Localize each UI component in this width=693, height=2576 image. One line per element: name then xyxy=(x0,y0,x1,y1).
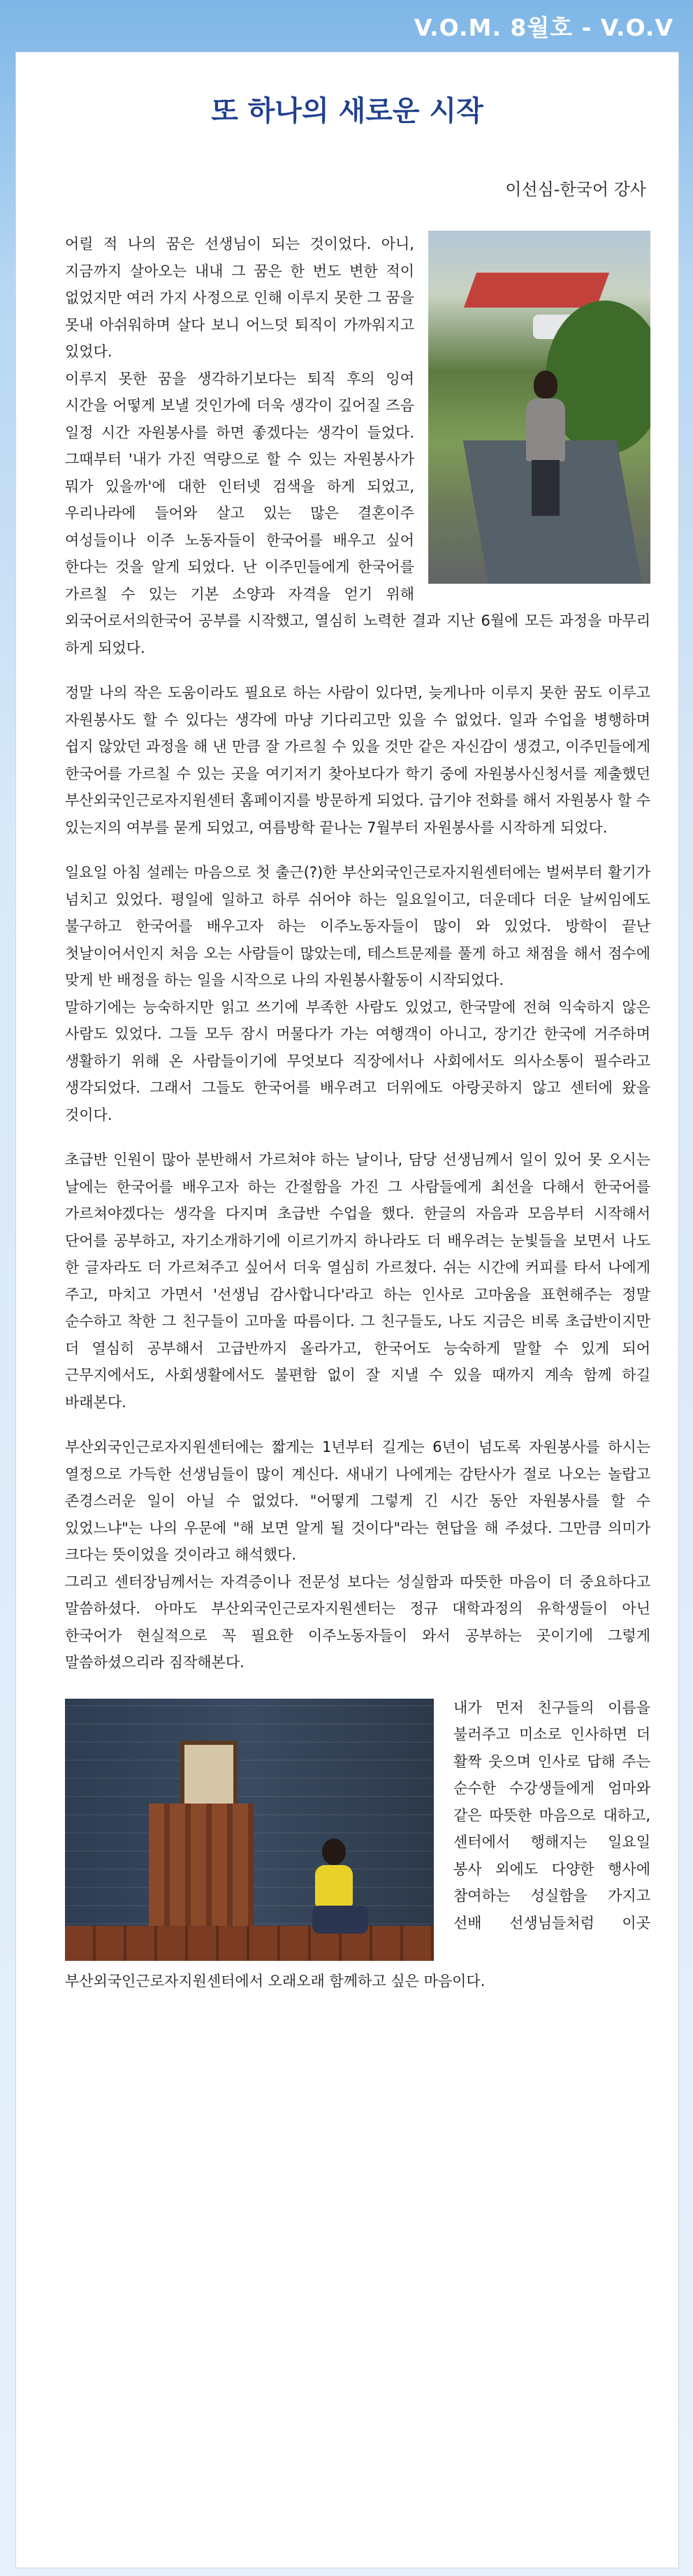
author-photo-garden xyxy=(428,231,650,584)
article-title: 또 하나의 새로운 시작 xyxy=(211,95,483,127)
article-author: 이선심-한국어 강사 xyxy=(505,180,646,199)
paragraph: 초급반 인원이 많아 분반해서 가르쳐야 하는 날이나, 담당 선생님께서 일이 있어 못 오시는 날에는 한국어를 배우고자 하는 간절함을 가진 그 사람들에게 최선을 다해서 한국어를 가르쳐야겠다는 생각을 다지며 초급반 수업을 했다. 한글의 자음과 모음부터 시작해서 단어를 공부하고, 자기소개하기에 이르기까지 하나라도 더 배우려는 눈빛들을 보면서 나도 한 글자라도 더 가르쳐주고 싶어서 더욱 열심히 가르쳤다. 쉬는 시간에 커피를 타서 나에게 주고, 마치고 가면서 '선생님 감사합니다'라고 하는 인사로 고마움을 표현해주는 정말 순수하고 착한 그 친구들이 고마울 따름이다. 그 친구들도, 나도 지금은 비록 초급반이지만 더 열심히 공부해서 고급반까지 올라가고, 한국어도 능숙하게 말할 수 있게 되어 근무지에서도, 사회생활에서도 불편함 없이 잘 지낼 수 있을 때까지 계속 함께 하길 바래본다. xyxy=(65,1151,650,1411)
article-card xyxy=(15,52,679,2568)
paragraph: 어릴 적 나의 꿈은 선생님이 되는 것이었다. 아니, 지금까지 살아오는 내내 그 꿈은 한 번도 변한 적이 없었지만 여러 가지 사정으로 인해 이루지 못한 그 꿈을 못내 아쉬워하며 살다 보니 어느덧 퇴직이 가까워지고 있었다. xyxy=(65,236,414,360)
paragraph: 부산외국인근로자지원센터에는 짧게는 1년부터 길게는 6년이 넘도록 자원봉사를 하시는 열정으로 가득한 선생님들이 많이 계신다. 새내기 나에게는 감탄사가 절로 나오는 놀랍고 존경스러운 일이 아닐 수 없었다. "어떻게 그렇게 긴 시간 동안 자원봉사를 할 수 있었느냐"는 나의 우문에 "해 보면 알게 될 것이다"라는 현답을 해 주셨다. 그만큼 의미가 크다는 뜻이었을 것이라고 해석했다. xyxy=(65,1439,650,1563)
paragraph: 내가 먼저 친구들의 이름을 불러주고 미소로 인사하면 더 활짝 웃으며 인사로 답해 주는 순수한 수강생들에게 엄마와 같은 따뜻한 마음으로 대하고, 센터에서 행해지는 일요일 봉사 외에도 다양한 행사에 참여하는 성실함을 가지고 선배 선생님들처럼 이곳 부산외국인근로자지원센터에서 오래오래 함께하고 싶은 마음이다. xyxy=(65,1699,650,1989)
paragraph: 정말 나의 작은 도움이라도 필요로 하는 사람이 있다면, 늦게나마 이루지 못한 꿈도 이루고 자원봉사도 할 수 있다는 생각에 마냥 기다리고만 있을 수 없었다. 일과 수업을 병행하며 쉽지 않았던 과정을 해 낸 만큼 잘 가르칠 수 있을 것만 같은 자신감이 생겼고, 이주민들에게 한국어를 가르칠 수 있는 곳을 여기저기 찾아보다가 학기 중에 자원봉사신청서를 제출했던 부산외국인근로자지원센터 홈페이지를 방문하게 되었다. 급기야 전화를 해서 자원봉사 할 수 있는지의 여부를 묻게 되었고, 여름방학 끝나는 7월부터 자원봉사를 시작하게 되었다. xyxy=(65,684,650,836)
article-body xyxy=(65,231,650,1994)
paragraph: 일요일 아침 설레는 마음으로 첫 출근(?)한 부산외국인근로자지원센터에는 벌써부터 활기가 넘치고 있었다. 평일에 일하고 하루 쉬어야 하는 일요일이고, 더운데다 더운 날씨임에도 불구하고 한국어를 배우고자 하는 이주노동자들이 많이 와 있었다. 방학이 끝난 첫날이어서인지 처음 오는 사람들이 많았는데, 테스트문제를 풀게 하고 채점을 해서 점수에 맞게 반 배정을 하는 일을 시작으로 나의 자원봉사활동이 시작되었다. xyxy=(65,864,650,988)
newsletter-header xyxy=(0,0,693,49)
newsletter-title: V.O.M. 8월호 - V.O.V xyxy=(414,14,673,41)
paragraph: 그리고 센터장님께서는 자격증이나 전문성 보다는 성실함과 따뜻한 마음이 더 중요하다고 말씀하셨다. 아마도 부산외국인근로자지원센터는 정규 대학과정의 유학생들이 아닌 한국어가 현실적으로 꼭 필요한 이주노동자들이 와서 공부하는 곳이기에 그렇게 말씀하셨으리라 짐작해본다. xyxy=(65,1573,650,1671)
paragraph: 말하기에는 능숙하지만 읽고 쓰기에 부족한 사람도 있었고, 한국말에 전혀 익숙하지 않은 사람도 있었다. 그들 모두 잠시 머물다가 가는 여행객이 아니고, 장기간 한국에 거주하며 생활하기 위해 온 사람들이기에 무엇보다 직장에서나 사회에서도 의사소통이 필수라고 생각되었다. 그래서 그들도 한국어를 배우려고 더위에도 아랑곳하지 않고 센터에 왔을 것이다. xyxy=(65,998,650,1123)
author-photo-sculpture xyxy=(65,1699,434,1961)
paragraph: 이루지 못한 꿈을 생각하기보다는 퇴직 후의 잉여 시간을 어떻게 보낼 것인가에 더욱 생각이 깊어질 즈음 일정 시간 자원봉사를 하면 좋겠다는 생각이 들었다. 그때부터 '내가 가진 역량으로 할 수 있는 자원봉사가 뭐가 있을까'에 대한 인터넷 검색을 하게 되었고, 우리나라에 들어와 살고 있는 많은 결혼이주 여성들이나 이주 노동자들이 한국어를 배우고 싶어 한다는 것을 알게 되었다. 난 이주민들에게 한국어를 가르칠 수 있는 기본 소양과 자격을 얻기 위해 외국어로서의한국어 공부를 시작했고, 열심히 노력한 결과 지난 6월에 모든 과정을 마무리 하게 되었다. xyxy=(65,370,650,656)
